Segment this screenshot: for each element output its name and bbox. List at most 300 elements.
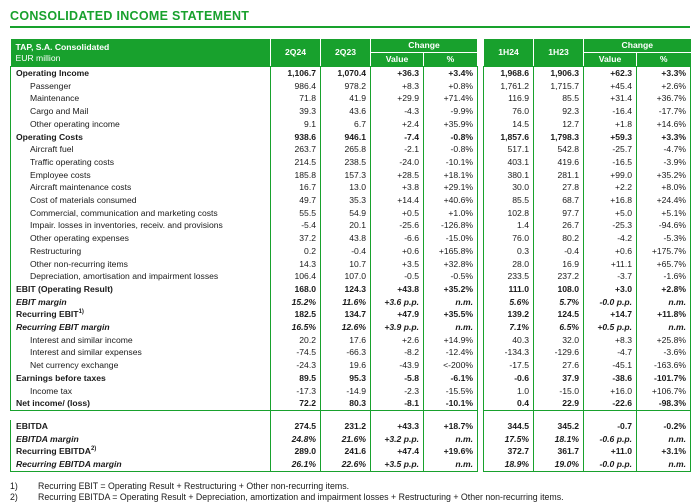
value-cell: 124.5 [534, 308, 584, 321]
value-cell: 20.2 [271, 334, 321, 347]
value-cell: -6.1% [424, 372, 478, 385]
row-label: Earnings before taxes [11, 372, 271, 385]
value-cell: 238.5 [321, 156, 371, 169]
value-cell: -16.4 [584, 105, 637, 118]
value-cell: 80.3 [321, 397, 371, 410]
row-label: EBITDA margin [11, 433, 271, 446]
value-cell: +2.2 [584, 181, 637, 194]
spacer-cell [534, 410, 584, 420]
value-cell: 18.9% [484, 458, 534, 471]
value-cell: -4.7% [637, 143, 691, 156]
value-cell: +65.7% [637, 258, 691, 271]
row-label: Interest and similar expenses [11, 346, 271, 359]
table-row [11, 232, 691, 245]
row-label: Aircraft maintenance costs [11, 181, 271, 194]
value-cell: -15.5% [424, 385, 478, 398]
value-cell: -98.3% [637, 397, 691, 410]
value-cell: -24.3 [271, 359, 321, 372]
value-cell: -38.6 [584, 372, 637, 385]
value-cell: +28.5 [371, 169, 424, 182]
value-cell: +11.8% [637, 308, 691, 321]
table-row [11, 131, 691, 144]
row-label: Passenger [11, 80, 271, 93]
col-header-1h24: 1H24 [484, 39, 534, 67]
spacer-cell [484, 410, 534, 420]
value-cell: +14.9% [424, 334, 478, 347]
value-cell: 168.0 [271, 283, 321, 296]
value-cell: +5.1% [637, 207, 691, 220]
row-label: Net currency exchange [11, 359, 271, 372]
value-cell: 1.0 [484, 385, 534, 398]
value-cell: 26.7 [534, 219, 584, 232]
value-cell: +16.8 [584, 194, 637, 207]
value-cell: 19.0% [534, 458, 584, 471]
value-cell: 28.0 [484, 258, 534, 271]
value-cell: 0.3 [484, 245, 534, 258]
value-cell: 20.1 [321, 219, 371, 232]
value-cell: +3.4% [424, 67, 478, 80]
table-row [11, 181, 691, 194]
value-cell: -43.9 [371, 359, 424, 372]
value-cell: 124.3 [321, 283, 371, 296]
value-cell: +19.6% [424, 445, 478, 458]
value-cell: 71.8 [271, 92, 321, 105]
spacer-cell [11, 410, 271, 420]
col-header-change-value-q: Value [371, 53, 424, 67]
col-header-1h23: 1H23 [534, 39, 584, 67]
table-row [11, 372, 691, 385]
value-cell: 108.0 [534, 283, 584, 296]
value-cell: +11.0 [584, 445, 637, 458]
value-cell: +59.3 [584, 131, 637, 144]
col-header-change-value-h: Value [584, 53, 637, 67]
value-cell: -4.2 [584, 232, 637, 245]
value-cell: -10.1% [424, 397, 478, 410]
row-label: Recurring EBITDA margin [11, 458, 271, 471]
value-cell: 18.1% [534, 433, 584, 446]
value-cell: +5.0 [584, 207, 637, 220]
spacer-row [11, 410, 691, 420]
value-cell: n.m. [637, 458, 691, 471]
value-cell: 1,070.4 [321, 67, 371, 80]
value-cell: 134.7 [321, 308, 371, 321]
table-row [11, 359, 691, 372]
value-cell: -8.1 [371, 397, 424, 410]
table-row [11, 397, 691, 410]
footnote-1-number: 1) [10, 480, 18, 491]
value-cell: -0.6 p.p. [584, 433, 637, 446]
value-cell: -17.3 [271, 385, 321, 398]
value-cell: -15.0 [534, 385, 584, 398]
value-cell: -2.3 [371, 385, 424, 398]
value-cell: 231.2 [321, 420, 371, 433]
table-row [11, 334, 691, 347]
value-cell: -25.6 [371, 219, 424, 232]
value-cell: 107.0 [321, 270, 371, 283]
value-cell: 24.8% [271, 433, 321, 446]
value-cell: 12.6% [321, 321, 371, 334]
col-header-change-q: Change [371, 39, 478, 53]
col-header-change-pct-h: % [637, 53, 691, 67]
table-row [11, 296, 691, 309]
value-cell: 281.1 [534, 169, 584, 182]
value-cell: 289.0 [271, 445, 321, 458]
table-row [11, 143, 691, 156]
table-row [11, 433, 691, 446]
value-cell: +99.0 [584, 169, 637, 182]
row-label: Other operating income [11, 118, 271, 131]
value-cell: +0.5 p.p. [584, 321, 637, 334]
row-label: Impair. losses in inventories, receiv. and provisions [11, 219, 271, 232]
value-cell: +40.6% [424, 194, 478, 207]
table-row [11, 118, 691, 131]
value-cell: +25.8% [637, 334, 691, 347]
value-cell: +8.0% [637, 181, 691, 194]
value-cell: 19.6 [321, 359, 371, 372]
footnote-2-number: 2) [10, 492, 18, 502]
value-cell: 182.5 [271, 308, 321, 321]
value-cell: 35.3 [321, 194, 371, 207]
value-cell: +1.8 [584, 118, 637, 131]
table-row [11, 321, 691, 334]
value-cell: 0.2 [271, 245, 321, 258]
value-cell: 15.2% [271, 296, 321, 309]
value-cell: -0.8% [424, 131, 478, 144]
value-cell: +32.8% [424, 258, 478, 271]
value-cell: 1,761.2 [484, 80, 534, 93]
row-label: EBITDA [11, 420, 271, 433]
value-cell: +35.2% [424, 283, 478, 296]
value-cell: 9.1 [271, 118, 321, 131]
row-label: Depreciation, amortisation and impairment losses [11, 270, 271, 283]
value-cell: 12.7 [534, 118, 584, 131]
value-cell: 76.0 [484, 105, 534, 118]
row-label: Recurring EBIT margin [11, 321, 271, 334]
value-cell: -25.7 [584, 143, 637, 156]
value-cell: 403.1 [484, 156, 534, 169]
value-cell: +45.4 [584, 80, 637, 93]
value-cell: +3.0 [584, 283, 637, 296]
value-cell: 6.7 [321, 118, 371, 131]
value-cell: +106.7% [637, 385, 691, 398]
value-cell: -3.9% [637, 156, 691, 169]
table-row [11, 194, 691, 207]
value-cell: -8.2 [371, 346, 424, 359]
table-row [11, 420, 691, 433]
value-cell: -3.7 [584, 270, 637, 283]
value-cell: +0.5 [371, 207, 424, 220]
value-cell: 7.1% [484, 321, 534, 334]
value-cell: 233.5 [484, 270, 534, 283]
value-cell: 30.0 [484, 181, 534, 194]
spacer-cell [584, 410, 637, 420]
value-cell: -10.1% [424, 156, 478, 169]
value-cell: +14.7 [584, 308, 637, 321]
table-row [11, 207, 691, 220]
value-cell: 1,106.7 [271, 67, 321, 80]
value-cell: 263.7 [271, 143, 321, 156]
value-cell: n.m. [424, 296, 478, 309]
page-title: CONSOLIDATED INCOME STATEMENT [10, 9, 250, 23]
row-label: Commercial, communication and marketing costs [11, 207, 271, 220]
value-cell: +47.4 [371, 445, 424, 458]
value-cell: 85.5 [484, 194, 534, 207]
row-label: Traffic operating costs [11, 156, 271, 169]
value-cell: -1.6% [637, 270, 691, 283]
row-label: EBIT (Operating Result) [11, 283, 271, 296]
value-cell: 68.7 [534, 194, 584, 207]
value-cell: 986.4 [271, 80, 321, 93]
table-row [11, 156, 691, 169]
value-cell: -0.5% [424, 270, 478, 283]
value-cell: 27.8 [534, 181, 584, 194]
value-cell: 17.6 [321, 334, 371, 347]
spacer-cell [637, 410, 691, 420]
value-cell: -22.6 [584, 397, 637, 410]
value-cell: -15.0% [424, 232, 478, 245]
value-cell: -16.5 [584, 156, 637, 169]
value-cell: 32.0 [534, 334, 584, 347]
value-cell: 16.5% [271, 321, 321, 334]
value-cell: +71.4% [424, 92, 478, 105]
value-cell: n.m. [637, 296, 691, 309]
value-cell: 41.9 [321, 92, 371, 105]
table-row [11, 219, 691, 232]
value-cell: +3.5 p.p. [371, 458, 424, 471]
value-cell: 14.3 [271, 258, 321, 271]
value-cell: 17.5% [484, 433, 534, 446]
value-cell: 54.9 [321, 207, 371, 220]
value-cell: -0.4 [321, 245, 371, 258]
value-cell: -2.1 [371, 143, 424, 156]
value-cell: +8.3 [371, 80, 424, 93]
value-cell: 946.1 [321, 131, 371, 144]
table-row [11, 80, 691, 93]
value-cell: +14.6% [637, 118, 691, 131]
corner-subtitle: EUR million [15, 52, 61, 63]
value-cell: +18.1% [424, 169, 478, 182]
value-cell: +8.3 [584, 334, 637, 347]
table-row [11, 270, 691, 283]
value-cell: 139.2 [484, 308, 534, 321]
row-label: Employee costs [11, 169, 271, 182]
value-cell: -0.0 p.p. [584, 296, 637, 309]
value-cell: 85.5 [534, 92, 584, 105]
value-cell: -0.6 [484, 372, 534, 385]
value-cell: -9.9% [424, 105, 478, 118]
footnote-2 [10, 492, 694, 502]
row-label: Restructuring [11, 245, 271, 258]
value-cell: 40.3 [484, 334, 534, 347]
row-label: Cargo and Mail [11, 105, 271, 118]
value-cell: 37.2 [271, 232, 321, 245]
table-row [11, 92, 691, 105]
table-row [11, 445, 691, 458]
value-cell: <-200% [424, 359, 478, 372]
row-label: Operating Costs [11, 131, 271, 144]
value-cell: -134.3 [484, 346, 534, 359]
value-cell: 14.5 [484, 118, 534, 131]
value-cell: -45.1 [584, 359, 637, 372]
spacer-cell [371, 410, 424, 420]
row-label: Cost of materials consumed [11, 194, 271, 207]
value-cell: +35.9% [424, 118, 478, 131]
row-label: Maintenance [11, 92, 271, 105]
value-cell: +16.0 [584, 385, 637, 398]
value-cell: 1.4 [484, 219, 534, 232]
value-cell: 16.9 [534, 258, 584, 271]
value-cell: -94.6% [637, 219, 691, 232]
value-cell: 21.6% [321, 433, 371, 446]
value-cell: -5.8 [371, 372, 424, 385]
value-cell: +36.7% [637, 92, 691, 105]
value-cell: n.m. [424, 458, 478, 471]
value-cell: 22.6% [321, 458, 371, 471]
table-row [11, 258, 691, 271]
value-cell: -4.3 [371, 105, 424, 118]
table-row [11, 346, 691, 359]
value-cell: -17.5 [484, 359, 534, 372]
value-cell: +3.8 [371, 181, 424, 194]
row-label: Recurring EBITDA$^{2)}$ [11, 445, 271, 458]
value-cell: +2.4 [371, 118, 424, 131]
value-cell: -0.7 [584, 420, 637, 433]
value-cell: 345.2 [534, 420, 584, 433]
value-cell: -0.2% [637, 420, 691, 433]
value-cell: 1,715.7 [534, 80, 584, 93]
value-cell: 1,798.3 [534, 131, 584, 144]
table-row [11, 308, 691, 321]
value-cell: +0.6 [584, 245, 637, 258]
value-cell: 157.3 [321, 169, 371, 182]
value-cell: -74.5 [271, 346, 321, 359]
value-cell: 13.0 [321, 181, 371, 194]
value-cell: 938.6 [271, 131, 321, 144]
footnote-2-text: Recurring EBITDA = Operating Result + Depreciation, amortization and impairment losses + Restructuring + Other non-recurring items. [38, 492, 564, 502]
value-cell: 97.7 [534, 207, 584, 220]
value-cell: 0.4 [484, 397, 534, 410]
value-cell: -163.6% [637, 359, 691, 372]
row-label: Net income/ (loss) [11, 397, 271, 410]
value-cell: 237.2 [534, 270, 584, 283]
value-cell: 5.7% [534, 296, 584, 309]
value-cell: 89.5 [271, 372, 321, 385]
value-cell: 26.1% [271, 458, 321, 471]
value-cell: n.m. [424, 321, 478, 334]
value-cell: 265.8 [321, 143, 371, 156]
value-cell: +31.4 [584, 92, 637, 105]
value-cell: +43.8 [371, 283, 424, 296]
value-cell: -4.7 [584, 346, 637, 359]
value-cell: +62.3 [584, 67, 637, 80]
value-cell: -3.6% [637, 346, 691, 359]
col-header-change-pct-q: % [424, 53, 478, 67]
value-cell: 76.0 [484, 232, 534, 245]
value-cell: +24.4% [637, 194, 691, 207]
value-cell: +11.1 [584, 258, 637, 271]
value-cell: -7.4 [371, 131, 424, 144]
footnotes [10, 481, 694, 502]
table-row [11, 245, 691, 258]
col-header-2q23: 2Q23 [321, 39, 371, 67]
value-cell: -66.3 [321, 346, 371, 359]
value-cell: +3.2 p.p. [371, 433, 424, 446]
value-cell: 6.5% [534, 321, 584, 334]
value-cell: -5.3% [637, 232, 691, 245]
value-cell: +47.9 [371, 308, 424, 321]
table-row [11, 105, 691, 118]
row-label: EBIT margin [11, 296, 271, 309]
value-cell: +18.7% [424, 420, 478, 433]
value-cell: 80.2 [534, 232, 584, 245]
row-label: Recurring EBIT$^{1)}$ [11, 308, 271, 321]
value-cell: -6.6 [371, 232, 424, 245]
corner-title: TAP, S.A. Consolidated [15, 41, 110, 52]
value-cell: +2.6 [371, 334, 424, 347]
value-cell: 106.4 [271, 270, 321, 283]
value-cell: 978.2 [321, 80, 371, 93]
income-statement-table [10, 39, 691, 472]
value-cell: -25.3 [584, 219, 637, 232]
value-cell: +175.7% [637, 245, 691, 258]
value-cell: -126.8% [424, 219, 478, 232]
row-label: Income tax [11, 385, 271, 398]
value-cell: 344.5 [484, 420, 534, 433]
row-label: Other non-recurring items [11, 258, 271, 271]
value-cell: 274.5 [271, 420, 321, 433]
value-cell: -24.0 [371, 156, 424, 169]
table-corner [11, 39, 271, 67]
value-cell: 116.9 [484, 92, 534, 105]
value-cell: 380.1 [484, 169, 534, 182]
value-cell: n.m. [637, 433, 691, 446]
value-cell: 92.3 [534, 105, 584, 118]
row-label: Aircraft fuel [11, 143, 271, 156]
value-cell: 1,857.6 [484, 131, 534, 144]
row-label: Interest and similar income [11, 334, 271, 347]
value-cell: -0.4 [534, 245, 584, 258]
value-cell: 11.6% [321, 296, 371, 309]
value-cell: +3.3% [637, 131, 691, 144]
value-cell: 361.7 [534, 445, 584, 458]
value-cell: -0.0 p.p. [584, 458, 637, 471]
value-cell: +2.6% [637, 80, 691, 93]
value-cell: -129.6 [534, 346, 584, 359]
value-cell: +3.3% [637, 67, 691, 80]
value-cell: 372.7 [484, 445, 534, 458]
value-cell: -14.9 [321, 385, 371, 398]
value-cell: 542.8 [534, 143, 584, 156]
row-label: Operating Income [11, 67, 271, 80]
footnote-1 [10, 481, 694, 493]
value-cell: 49.7 [271, 194, 321, 207]
value-cell: 39.3 [271, 105, 321, 118]
value-cell: -17.7% [637, 105, 691, 118]
value-cell: +3.9 p.p. [371, 321, 424, 334]
value-cell: +35.2% [637, 169, 691, 182]
value-cell: -12.4% [424, 346, 478, 359]
value-cell: -101.7% [637, 372, 691, 385]
value-cell: 43.6 [321, 105, 371, 118]
table-row [11, 283, 691, 296]
value-cell: +2.8% [637, 283, 691, 296]
table-row [11, 67, 691, 80]
value-cell: +3.1% [637, 445, 691, 458]
value-cell: 72.2 [271, 397, 321, 410]
row-label: Other operating expenses [11, 232, 271, 245]
value-cell: -0.8% [424, 143, 478, 156]
value-cell: +29.9 [371, 92, 424, 105]
